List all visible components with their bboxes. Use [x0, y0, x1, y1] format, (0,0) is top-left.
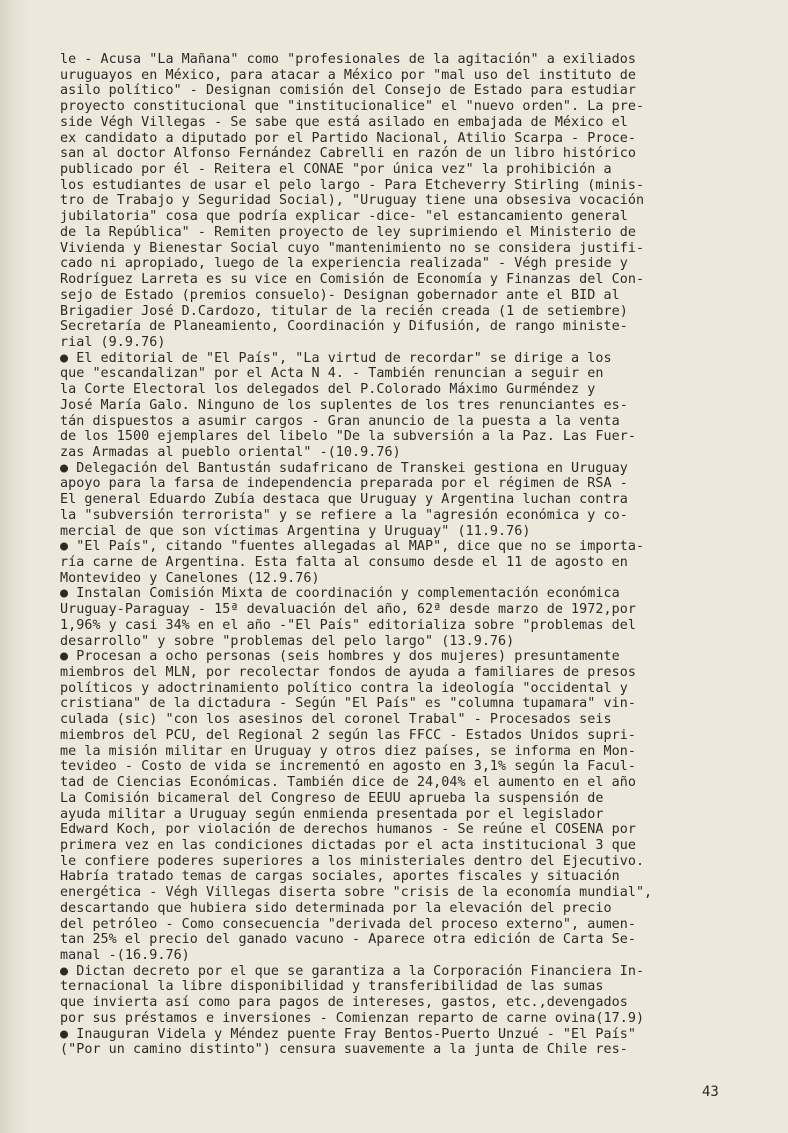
text-line: tro de Trabajo y Seguridad Social), "Uruguay tiene una obsesiva vocación	[60, 193, 645, 209]
text-line: Montevideo y Canelones (12.9.76)	[60, 570, 320, 586]
text-line: miembros del PCU, del Regional 2 según las FFCC - Estados Unidos supri-	[60, 727, 636, 743]
text-line: la Corte Electoral los delegados del P.Colorado Máximo Gurméndez y	[60, 382, 596, 398]
text-line: La Comisión bicameral del Congreso de EEUU aprueba la suspensión de	[60, 790, 604, 806]
text-line: ● Procesan a ocho personas (seis hombres y dos mujeres) presuntamente	[60, 649, 620, 665]
text-line: cado ni apropiado, luego de la experiencia realizada" - Végh preside y	[60, 256, 628, 272]
text-line: asilo político" - Designan comisión del Consejo de Estado para estudiar	[60, 83, 636, 99]
text-line: zas Armadas al pueblo oriental" -(10.9.76)	[60, 444, 401, 460]
text-line: políticos y adoctrinamiento político contra la ideología "occidental y	[60, 680, 628, 696]
text-line: culada (sic) "con los asesinos del coronel Trabal" - Procesados seis	[60, 712, 612, 728]
text-line: side Végh Villegas - Se sabe que está asilado en embajada de México el	[60, 114, 628, 130]
text-line: uruguayos en México, para atacar a México por "mal uso del instituto de	[60, 67, 636, 83]
text-line: Rodríguez Larreta es su vice en Comisión de Economía y Finanzas del Con-	[60, 272, 645, 288]
text-line: ría carne de Argentina. Esta falta al consumo desde el 11 de agosto en	[60, 555, 628, 570]
text-line: la "subversión terrorista" y se refiere a la "agresión económica y co-	[60, 507, 628, 523]
text-line: ex candidato a diputado por el Partido Nacional, Atilio Scarpa - Proce-	[60, 130, 636, 146]
text-line: Edward Koch, por violación de derechos humanos - Se reúne el COSENA por	[60, 822, 636, 838]
text-line: que "escandalizan" por el Acta N 4. - También renuncian a seguir en	[60, 366, 604, 382]
text-line: desarrollo" y sobre "problemas del pelo largo" (13.9.76)	[60, 633, 515, 649]
text-line: Vivienda y Bienestar Social cuyo "mantenimiento no se considera justifi-	[60, 240, 645, 256]
text-line: que invierta así como para pagos de intereses, gastos, etc.,devengados	[60, 995, 628, 1011]
text-line: miembros del MLN, por recolectar fondos de ayuda a familiares de presos	[60, 665, 636, 681]
body-text	[60, 52, 782, 1058]
text-line: de los 1500 ejemplares del libelo "De la subversión a la Paz. Las Fuer-	[60, 429, 636, 445]
text-line: san al doctor Alfonso Fernández Cabrelli en razón de un libro histórico	[60, 146, 636, 162]
text-line: Uruguay-Paraguay - 15ª devaluación del año, 62ª desde marzo de 1972,por	[60, 602, 636, 618]
text-line: tad de Ciencias Económicas. También dice de 24,04% el aumento en el año	[60, 775, 636, 791]
text-line: energética - Végh Villegas diserta sobre "crisis de la economía mundial",	[60, 885, 653, 901]
text-line: ("Por un camino distinto") censura suavemente a la junta de Chile res-	[60, 1042, 628, 1058]
text-line: ayuda militar a Uruguay según enmienda presentada por el legislador	[60, 806, 604, 822]
text-line: ● Delegación del Bantustán sudafricano de Transkei gestiona en Uruguay	[60, 460, 628, 476]
text-line: cristiana" de la dictadura - Según "El País" es "columna tupamara" vin-	[60, 696, 636, 712]
text-line: me la misión militar en Uruguay y otros diez países, se informa en Mon-	[60, 743, 636, 759]
page-number: 43	[702, 1084, 719, 1100]
text-line: ● El editorial de "El País", "La virtud de recordar" se dirige a los	[60, 350, 612, 366]
text-line: El general Eduardo Zubía destaca que Uruguay y Argentina luchan contra	[60, 492, 628, 508]
text-line: tán dispuestos a asumir cargos - Gran anuncio de la puesta a la venta	[60, 413, 620, 429]
text-line: del petróleo - Como consecuencia "derivada del proceso externo", aumen-	[60, 916, 636, 932]
text-line: de la República" - Remiten proyecto de ley suprimiendo el Ministerio de	[60, 224, 636, 240]
text-line: ● Inauguran Videla y Méndez puente Fray Bentos-Puerto Unzué - "El País"	[60, 1026, 636, 1042]
text-line: descartando que hubiera sido determinada por la elevación del precio	[60, 900, 612, 916]
text-line: 1,96% y casi 34% en el año -"El País" editorializa sobre "problemas del	[60, 617, 636, 633]
text-line: por sus préstamos e inversiones - Comienzan reparto de carne ovina(17.9)	[60, 1010, 645, 1026]
text-line: proyecto constitucional que "institucionalice" el "nuevo orden". La pre-	[60, 99, 645, 115]
text-line: José María Galo. Ninguno de los suplentes de los tres renunciantes es-	[60, 397, 628, 413]
text-line: sejo de Estado (premios consuelo)- Designan gobernador ante el BID al	[60, 287, 620, 303]
text-line: ● Dictan decreto por el que se garantiza a la Corporación Financiera In-	[60, 963, 645, 979]
text-line: ● Instalan Comisión Mixta de coordinación y complementación económica	[60, 586, 620, 602]
text-line: primera vez en las condiciones dictadas por el acta institucional 3 que	[60, 837, 636, 853]
text-line: le confiere poderes superiores a los ministeriales dentro del Ejecutivo.	[60, 853, 645, 869]
text-line: manal -(16.9.76)	[60, 947, 190, 963]
text-line: publicado por él - Reitera el CONAE "por única vez" la prohibición a	[60, 162, 612, 178]
text-line: apoyo para la farsa de independencia preparada por el régimen de RSA -	[60, 476, 628, 492]
text-line: Habría tratado temas de cargas sociales, aportes fiscales y situación	[60, 869, 620, 885]
text-line: mercial de que son víctimas Argentina y Uruguay" (11.9.76)	[60, 523, 531, 539]
text-line: tan 25% el precio del ganado vacuno - Aparece otra edición de Carta Se-	[60, 932, 636, 948]
text-line: los estudiantes de usar el pelo largo - Para Etcheverry Stirling (minis-	[60, 177, 645, 193]
text-line: le - Acusa "La Mañana" como "profesionales de la agitación" a exiliados	[60, 52, 636, 67]
text-line: Brigadier José D.Cardozo, titular de la recién creada (1 de setiembre)	[60, 303, 628, 319]
text-line: ● "El País", citando "fuentes allegadas al MAP", dice que no se importa-	[60, 539, 645, 555]
text-line: Secretaría de Planeamiento, Coordinación y Difusión, de rango ministe-	[60, 319, 628, 335]
text-line: tevideo - Costo de vida se incrementó en agosto en 3,1% según la Facul-	[60, 759, 636, 775]
text-line: rial (9.9.76)	[60, 334, 166, 350]
text-line: ternacional la libre disponibilidad y transferibilidad de las sumas	[60, 979, 604, 995]
text-line: jubilatoria" cosa que podría explicar -dice- "el estancamiento general	[60, 209, 628, 225]
